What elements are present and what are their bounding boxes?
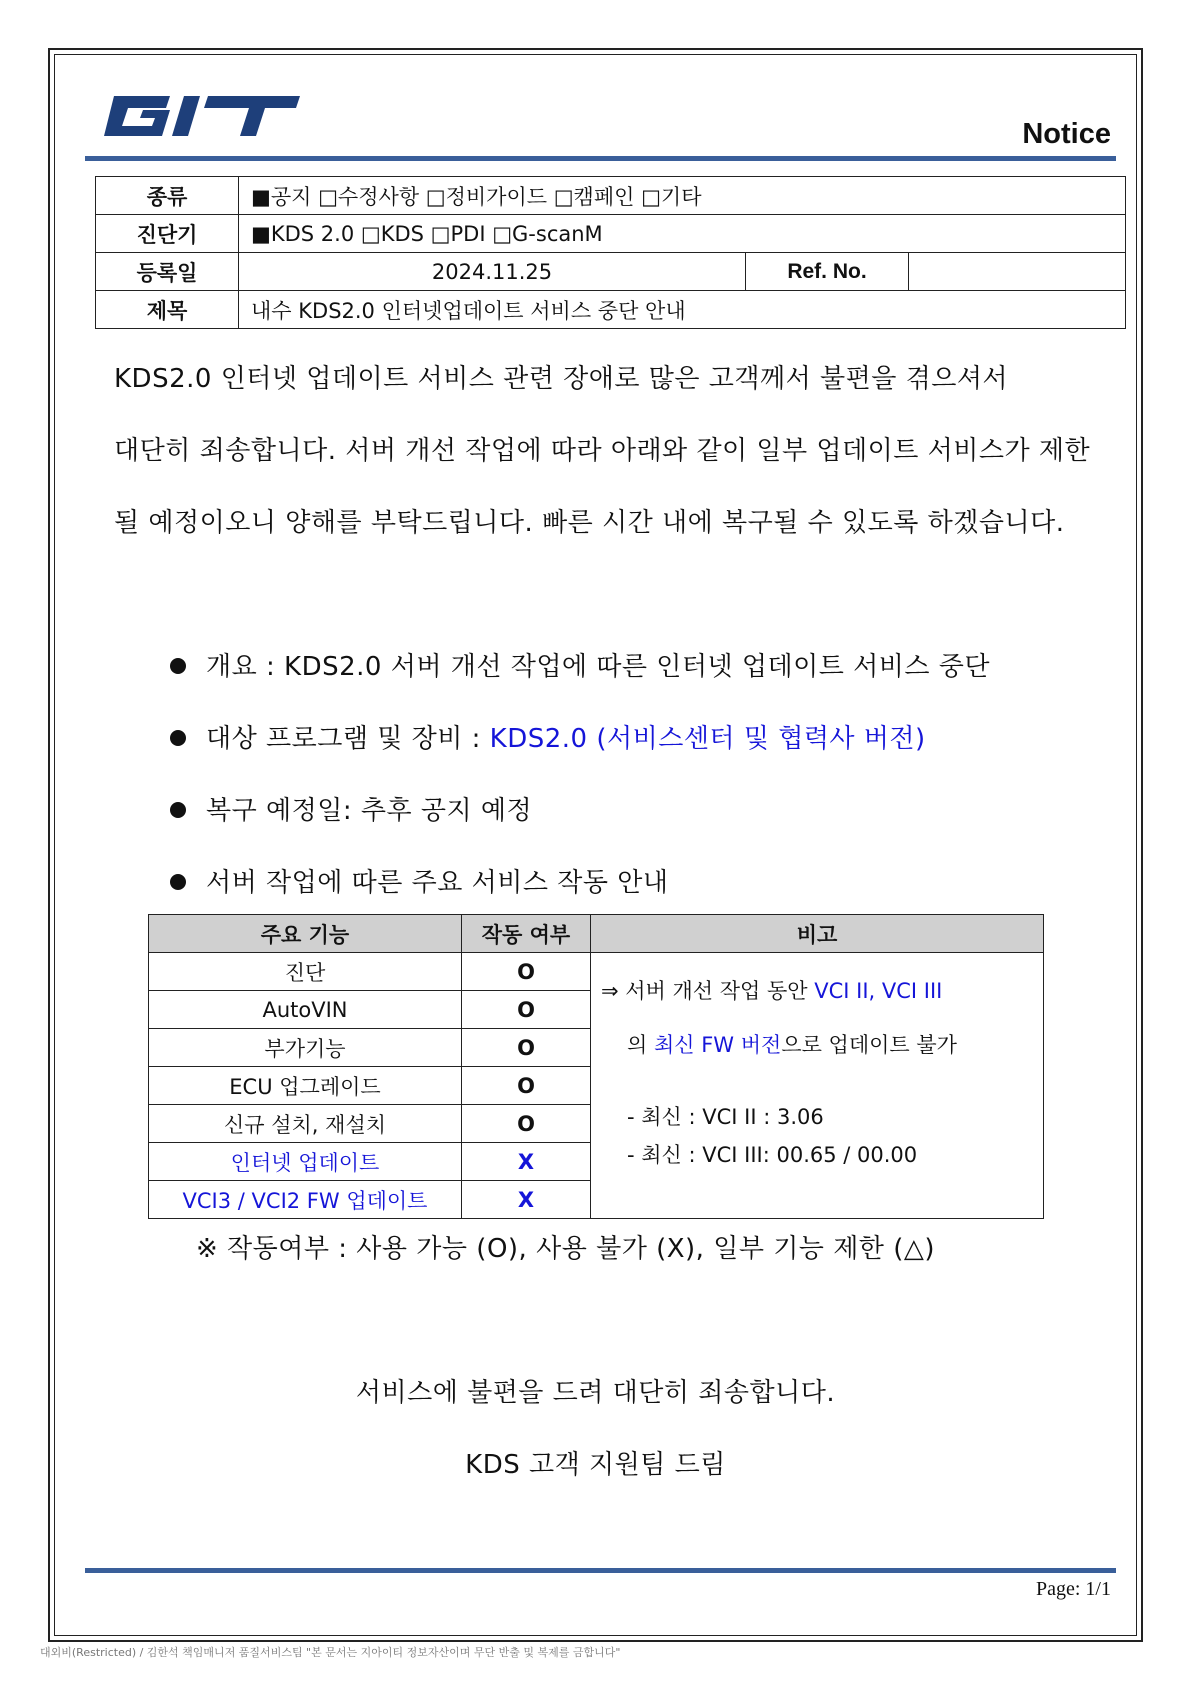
- feature-cell: ECU 업그레이드: [149, 1067, 462, 1105]
- confidential-footer: 대외비(Restricted) / 김한석 책임매니저 품질서비스팀 "본 문서는 지아이티 정보자산이며 무단 반출 및 복제를 금합니다": [40, 1646, 621, 1659]
- bullet-overview: [170, 646, 990, 683]
- note-line-1-highlight: VCI II, VCI III: [814, 979, 943, 1003]
- header-rule: [85, 156, 1116, 161]
- note-line-1: [601, 975, 942, 1005]
- title-value: 내수 KDS2.0 인터넷업데이트 서비스 중단 안내: [239, 291, 1126, 329]
- title-label: 제목: [96, 291, 239, 329]
- bullet-dot-icon: [170, 658, 186, 674]
- body-line-2: 대단히 죄송합니다. 서버 개선 작업에 따라 아래와 같이 일부 업데이트 서비스가 제한: [114, 436, 1091, 466]
- bullet-overview-text: 개요 : KDS2.0 서버 개선 작업에 따른 인터넷 업데이트 서비스 중단: [206, 652, 990, 682]
- service-status-table: [148, 914, 1044, 1219]
- date-value: 2024.11.25: [239, 253, 746, 291]
- note-line-4: - 최신 : VCI III: 00.65 / 00.00: [627, 1143, 918, 1167]
- bullet-dot-icon: [170, 874, 186, 890]
- bullet-target-value: KDS2.0 (서비스센터 및 협력사 버전): [489, 724, 926, 754]
- type-label: 종류: [96, 177, 239, 215]
- feature-cell: AutoVIN: [149, 991, 462, 1029]
- bullet-recovery-text: 복구 예정일: 추후 공지 예정: [206, 796, 533, 826]
- feature-cell: 부가기능: [149, 1029, 462, 1067]
- note-line-2-suffix: 으로 업데이트 불가: [781, 1033, 957, 1057]
- footer-rule: [85, 1568, 1116, 1573]
- body-line-1: KDS2.0 인터넷 업데이트 서비스 관련 장애로 많은 고객께서 불편을 겪으셔서: [114, 364, 1009, 394]
- status-cell: O: [462, 953, 591, 991]
- bullet-dot-icon: [170, 802, 186, 818]
- feature-cell: 인터넷 업데이트: [149, 1143, 462, 1181]
- bullet-services: [170, 862, 668, 899]
- col-header-feature: 주요 기능: [149, 915, 462, 953]
- col-header-status: 작동 여부: [462, 915, 591, 953]
- type-value: ■공지 □수정사항 □정비가이드 □캠페인 □기타: [239, 177, 1126, 215]
- status-cell: O: [462, 1067, 591, 1105]
- bullet-dot-icon: [170, 730, 186, 746]
- status-cell: X: [462, 1181, 591, 1219]
- feature-cell: VCI3 / VCI2 FW 업데이트: [149, 1181, 462, 1219]
- closing-apology: 서비스에 불편을 드려 대단히 죄송합니다.: [355, 1378, 836, 1408]
- note-cell: [591, 953, 1044, 1219]
- feature-cell: 진단: [149, 953, 462, 991]
- note-line-2: [627, 1029, 957, 1059]
- bullet-recovery: [170, 790, 532, 827]
- device-label: 진단기: [96, 215, 239, 253]
- page-number: Page: 1/1: [1036, 1578, 1111, 1600]
- ref-label: Ref. No.: [746, 253, 909, 291]
- body-line-3: 될 예정이오니 양해를 부탁드립니다. 빠른 시간 내에 복구될 수 있도록 하겠습니다.: [114, 508, 1065, 538]
- feature-cell: 신규 설치, 재설치: [149, 1105, 462, 1143]
- note-line-2-highlight: 최신 FW 버전: [653, 1033, 782, 1057]
- device-value: ■KDS 2.0 □KDS □PDI □G-scanM: [239, 215, 1126, 253]
- status-cell: O: [462, 1105, 591, 1143]
- bullet-target-label: 대상 프로그램 및 장비 :: [206, 724, 490, 754]
- notice-meta-table: [95, 176, 1126, 329]
- note-line-2-text: 의: [627, 1033, 654, 1057]
- date-label: 등록일: [96, 253, 239, 291]
- ref-value: [909, 253, 1126, 291]
- col-header-note: 비고: [591, 915, 1044, 953]
- git-logo: [100, 88, 305, 144]
- bullet-services-text: 서버 작업에 따른 주요 서비스 작동 안내: [206, 868, 669, 898]
- status-cell: O: [462, 1029, 591, 1067]
- status-legend: ※ 작동여부 : 사용 가능 (O), 사용 불가 (X), 일부 기능 제한 (△): [196, 1234, 935, 1264]
- note-line-1-text: ⇒ 서버 개선 작업 동안: [601, 979, 815, 1003]
- notice-label: Notice: [1022, 118, 1111, 150]
- note-line-3: - 최신 : VCI II : 3.06: [627, 1105, 824, 1129]
- bullet-target: [170, 718, 926, 755]
- status-cell: O: [462, 991, 591, 1029]
- closing-signature: KDS 고객 지원팀 드림: [465, 1450, 726, 1480]
- status-cell: X: [462, 1143, 591, 1181]
